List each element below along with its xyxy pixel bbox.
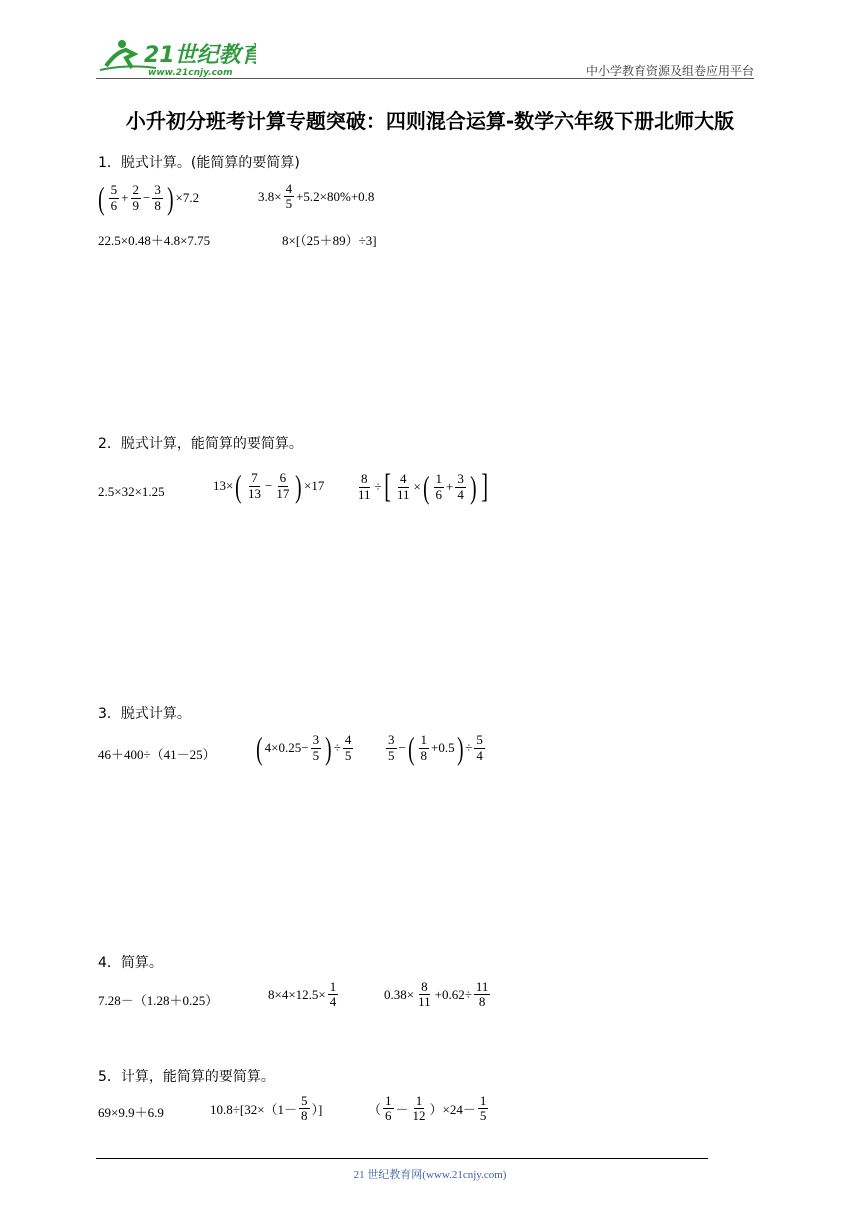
- question-5-heading: 5．计算，能简算的要简算。: [98, 1069, 275, 1085]
- q1-expr-a: ( $\frac{5}{6}$ + $\frac{2}{9}$ − $\frac{3}{8}$ ) ×7.2: [98, 180, 200, 216]
- q4-expr-b: 8×4×12.5× $\frac{1}{4}$: [268, 979, 337, 1010]
- page-title: 小升初分班考计算专题突破：四则混合运算-数学六年级下册北师大版: [125, 109, 735, 133]
- site-logo: [96, 38, 256, 78]
- q1-expr-d: 8×[（25＋89）÷3]: [282, 233, 377, 248]
- footer-divider: [96, 1158, 708, 1159]
- question-4-heading: 4．简算。: [98, 955, 163, 971]
- footer-link[interactable]: 21 世纪教育网(www.21cnjy.com): [353, 1169, 507, 1181]
- q5-expr-b: 10.8÷[32×（1－ $\frac{5}{8}$ ）]: [210, 1093, 323, 1124]
- question-3-heading: 3．脱式计算。: [98, 706, 191, 722]
- logo-wordmark: 21世纪教育: [144, 43, 256, 68]
- q3-expr-c: $\frac{3}{5}$ − ( $\frac{1}{8}$ +0.5 ) ÷ $\frac{5}{4}$: [388, 730, 483, 766]
- question-2-heading: 2．脱式计算，能简算的要简算。: [98, 436, 303, 452]
- q3-expr-b: ( 4×0.25− $\frac{3}{5}$ ) ÷ $\frac{4}{5}$: [256, 730, 352, 766]
- q1-expr-c: 22.5×0.48＋4.8×7.75: [98, 233, 211, 248]
- q5-expr-c: （ $\frac{1}{6}$ － $\frac{1}{12}$ ）×24－ $\frac{1}{5}$: [368, 1093, 487, 1124]
- q1-expr-b: 3.8× $\frac{4}{5}$ +5.2×80%+0.8: [258, 181, 375, 212]
- logo-url: www.21cnjy.com: [148, 68, 233, 78]
- q4-expr-c: 0.38× $\frac{8}{11}$ +0.62÷ $\frac{11}{8}$: [384, 979, 489, 1010]
- q2-expr-b: 13× ( $\frac{7}{13}$ − $\frac{6}{17}$ ) ×17: [213, 468, 325, 504]
- q2-expr-c: $\frac{8}{11}$ ÷ [ $\frac{4}{11}$ × ( $\frac{1}{6}$ + $\frac{3}{4}$ ) ]: [358, 468, 488, 505]
- header-divider: [96, 78, 754, 79]
- q2-expr-a: 2.5×32×1.25: [98, 484, 165, 499]
- q3-expr-a: 46＋400÷（41－25）: [98, 747, 216, 762]
- header-platform-text: 中小学教育资源及组卷应用平台: [585, 64, 754, 78]
- q5-expr-a: 69×9.9＋6.9: [98, 1105, 164, 1120]
- q4-expr-a: 7.28－（1.28＋0.25）: [98, 993, 219, 1008]
- question-1-heading: 1．脱式计算。(能简算的要简算): [98, 155, 300, 171]
